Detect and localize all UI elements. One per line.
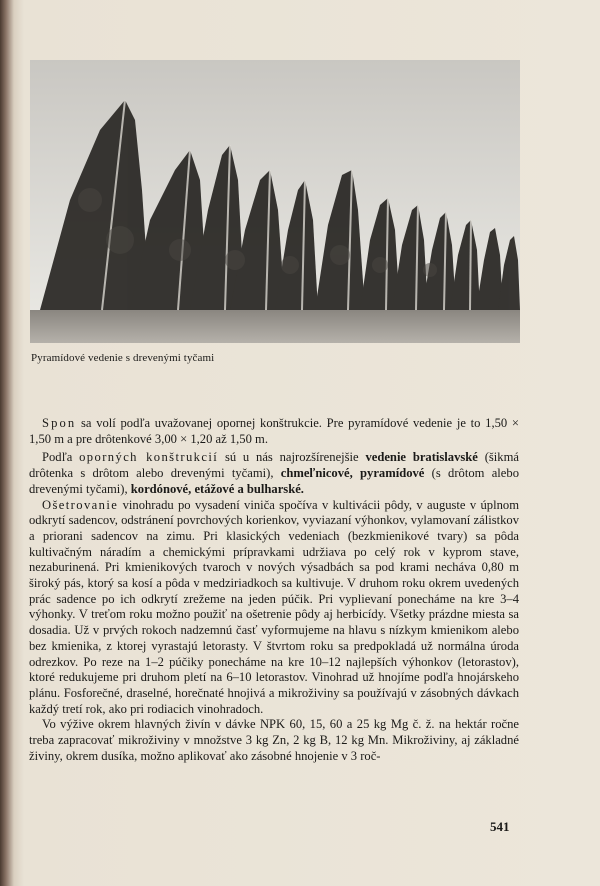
paragraph-osetrovanie — [29, 498, 519, 718]
paragraph-vyziva: Vo výžive okrem hlavných živín v dávke NPK 60, 15, 60 a 25 kg Mg č. ž. na hektár ročne treba zapracovať mikroživiny v množstve 3 kg Zn, 2 kg B, 12 kg Mn. Mikroživiny, aj základné živiny, okrem dusíka, možno aplikovať ako zásobné hnojenie v 3 roč- — [29, 717, 519, 763]
paragraph-constructions-text-2: sú u nás najrozšírenejšie — [218, 450, 366, 465]
term-spon: Spon — [42, 416, 77, 430]
paragraph-constructions-text-4: (s drôtom alebo drevenými tyčami), — [29, 466, 519, 496]
page-number: 541 — [490, 819, 510, 834]
term-opornych-konstrukcii: oporných konštrukcií — [79, 450, 219, 465]
term-chmelnicove-pyramidove: chmeľnicové, pyramídové — [280, 466, 425, 481]
paragraph-spon-text: sa volí podľa uvažovanej opornej konštrukcie. Pre pyramídové vedenie je to 1,50 × 1,50 m a pre drôtenkové 3,00 × 1,20 až 1,50 m. — [29, 416, 519, 446]
vineyard-photo — [30, 60, 520, 343]
vineyard-photo-illustration — [30, 60, 520, 343]
body-text — [29, 416, 519, 764]
figure-caption: Pyramídové vedenie s drevenými tyčami — [31, 352, 215, 364]
paragraph-spon — [29, 416, 519, 447]
term-kordonove-etazove-bulharske: kordónové, etážové a bulharské. — [130, 481, 304, 496]
term-vedenie-bratislavske: vedenie bratislavské — [365, 450, 478, 465]
paragraph-constructions-text-1: Podľa — [42, 450, 80, 465]
paragraph-osetrovanie-text: vinohradu po vysadení viniča spočíva v kultivácii pôdy, v auguste v úplnom odkrytí sadencov, odstránení povrchových korienkov, vyviazaní výhonkov, vylamovaní zálistkov a priorani sadencov na zimu. Pri klasických vedeniach (bezkmienikové tvary) sa pôda kultivačným náradím a chemickými prípravkami udržiava po celý rok v kyprom stave, nezaburinená. Pri kmienikových tvaroch v nových výsadbách sa pod krami necháva 0,80 m široký pás, ktorý sa kosí a pôda v medziriadkoch sa kultivuje. V druhom roku okrem uvedených prác sadence po ich odkrytí zrežeme na jeden púčik. Pri vyplievaní ponecháme na kre 3–4 výhonky. V treťom roku možno použiť na ošetrenie pôdy aj herbicídy. Všetky prázdne miesta sa dosadia. Už v prvých rokoch nadzemnú časť vyformujeme na hlavu s nízkym kmienikom alebo bez kmienika, z ktorej vyrastajú letorasty. V štvrtom roku sa predpokladá už normálna úroda odrezkov. Po reze na 1–2 púčiky ponecháme na kre 10–12 najlepších výhonkov (letorastov), ktoré redukujeme pri druhom pletí na 6–10 letorastov. Vinohrad už hnojíme podľa hnojárskeho plánu. Fosforečné, draselné, horečnaté hnojivá a mikroživiny sa používajú v zásobných dávkach každý tretí rok, ako pri rodiacich vinohradoch. — [29, 497, 519, 716]
paragraph-constructions-text-3: (šikmá drôtenka s drôtom alebo drevenými tyčami), — [29, 450, 519, 481]
paragraph-constructions — [29, 450, 519, 497]
term-osetrovanie: Ošetrovanie — [42, 497, 119, 512]
